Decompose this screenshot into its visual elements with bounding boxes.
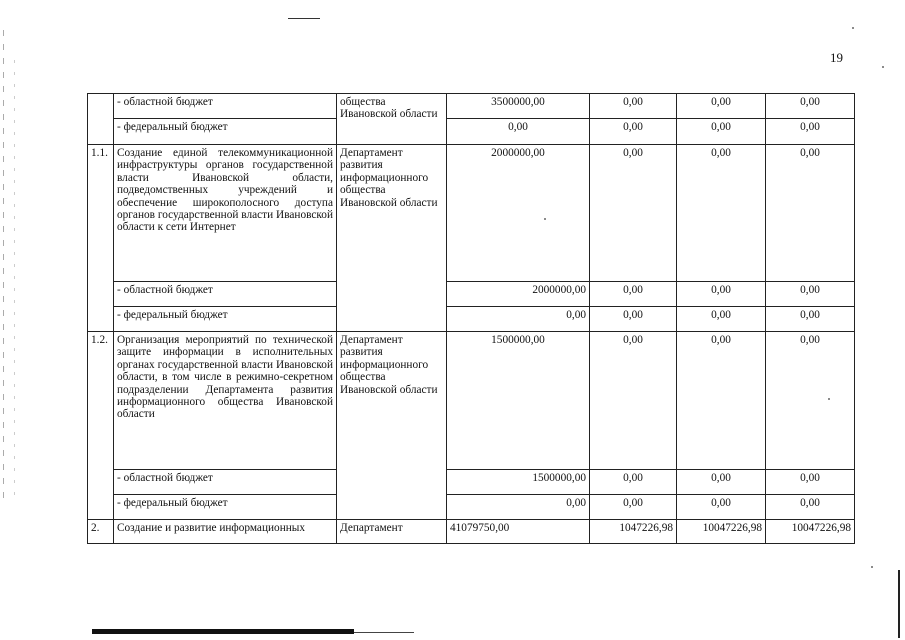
row-amount-3: 0,00 (677, 282, 766, 307)
row-name: - федеральный бюджет (114, 119, 337, 145)
row-amount-2: 0,00 (590, 94, 677, 119)
budget-table (87, 93, 855, 544)
row-name: Организация мероприятий по технической защите информации в исполнительных органах государственной власти Ивановской области, в том числе в режимно-секретном подразделении Департамента развития информационного общества Ивановской области (114, 332, 337, 470)
table-row (88, 470, 855, 495)
row-amount-1: 3500000,00 (447, 94, 590, 119)
row-amount-4: 0,00 (766, 282, 855, 307)
row-executor: Департамент (337, 520, 447, 544)
scan-artifact-bottom-line (354, 632, 414, 633)
row-executor: Департамент развития информационного общества Ивановской области (337, 145, 447, 332)
scan-artifact-bottom-bar (92, 629, 354, 634)
row-amount-3: 10047226,98 (677, 520, 766, 544)
scan-speck (852, 27, 854, 29)
row-amount-1: 2000000,00 (447, 282, 590, 307)
row-amount-3: 0,00 (677, 332, 766, 470)
row-amount-3: 0,00 (677, 119, 766, 145)
table-row (88, 332, 855, 470)
row-amount-1: 1500000,00 (447, 470, 590, 495)
row-amount-2: 0,00 (590, 282, 677, 307)
row-amount-2: 0,00 (590, 332, 677, 470)
table-row (88, 495, 855, 520)
row-executor: общества Ивановской области (337, 94, 447, 145)
scan-speck (871, 566, 873, 568)
row-amount-4: 0,00 (766, 495, 855, 520)
row-name: - областной бюджет (114, 470, 337, 495)
row-amount-2: 0,00 (590, 495, 677, 520)
row-amount-1: 41079750,00 (447, 520, 590, 544)
row-amount-4: 0,00 (766, 307, 855, 332)
table-row (88, 307, 855, 332)
table-row (88, 94, 855, 119)
row-amount-4: 10047226,98 (766, 520, 855, 544)
row-name: Создание единой телекоммуникационной инфраструктуры органов государственной власти Ивановской области, подведомственных учреждений и обеспечение широкополосного доступа органов государственной власти Ивановской области к сети Интернет (114, 145, 337, 282)
scan-speck (882, 66, 884, 68)
row-amount-2: 0,00 (590, 470, 677, 495)
table-row (88, 119, 855, 145)
row-amount-4: 0,00 (766, 332, 855, 470)
scan-artifact-right-edge (898, 570, 900, 638)
row-amount-1: 2000000,00 (447, 145, 590, 282)
table-row (88, 145, 855, 282)
scan-artifact-left-edge (3, 30, 4, 500)
row-amount-2: 0,00 (590, 119, 677, 145)
row-number: 1.1. (88, 145, 114, 332)
row-amount-4: 0,00 (766, 145, 855, 282)
row-amount-1: 0,00 (447, 119, 590, 145)
row-amount-1: 0,00 (447, 307, 590, 332)
row-executor: Департамент развития информационного общества Ивановской области (337, 332, 447, 520)
row-amount-1: 1500000,00 (447, 332, 590, 470)
row-amount-4: 0,00 (766, 119, 855, 145)
row-amount-3: 0,00 (677, 94, 766, 119)
row-name: - областной бюджет (114, 282, 337, 307)
row-amount-4: 0,00 (766, 94, 855, 119)
row-name: Создание и развитие информационных (114, 520, 337, 544)
row-amount-1: 0,00 (447, 495, 590, 520)
row-name: - федеральный бюджет (114, 307, 337, 332)
row-amount-3: 0,00 (677, 307, 766, 332)
scan-artifact-left-edge-inner (14, 60, 15, 500)
row-name: - областной бюджет (114, 94, 337, 119)
row-amount-2: 0,00 (590, 145, 677, 282)
page-number: 19 (830, 50, 843, 65)
row-number: 2. (88, 520, 114, 544)
row-name: - федеральный бюджет (114, 495, 337, 520)
row-number: 1.2. (88, 332, 114, 520)
row-amount-4: 0,00 (766, 470, 855, 495)
row-amount-3: 0,00 (677, 145, 766, 282)
table-row (88, 282, 855, 307)
row-amount-3: 0,00 (677, 470, 766, 495)
row-amount-2: 0,00 (590, 307, 677, 332)
row-number (88, 94, 114, 145)
row-amount-2: 1047226,98 (590, 520, 677, 544)
row-amount-3: 0,00 (677, 495, 766, 520)
table-row (88, 520, 855, 544)
scan-artifact-top-line (288, 18, 320, 19)
